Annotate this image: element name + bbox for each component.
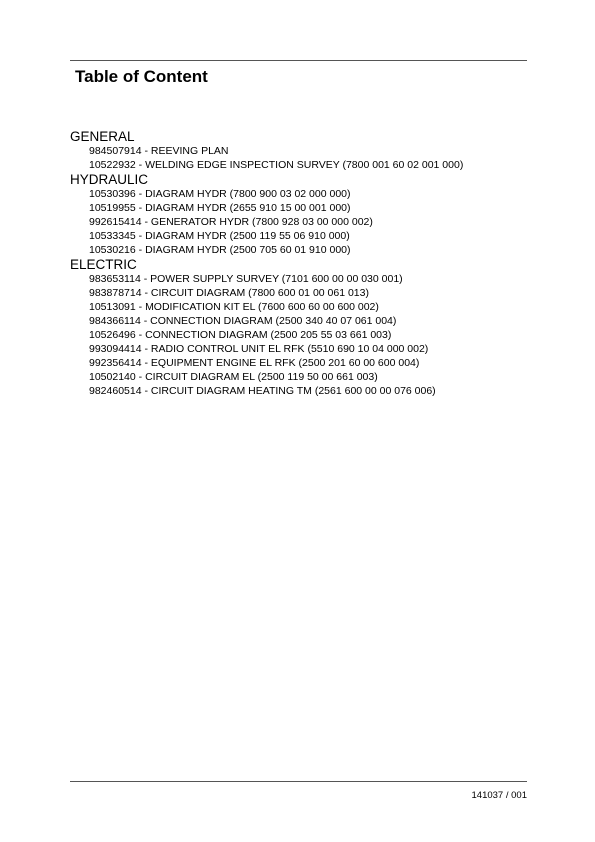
toc-section-hydraulic — [70, 172, 540, 257]
toc-item-title: DIAGRAM HYDR (7800 900 03 02 000 000) — [145, 188, 351, 200]
toc-item-code: 984507914 — [89, 145, 142, 157]
toc-item-separator: - — [135, 159, 146, 171]
toc-item-code: 983878714 — [89, 287, 142, 299]
toc-item-separator: - — [140, 315, 151, 327]
page-title: Table of Content — [75, 67, 208, 86]
toc-item-title: WELDING EDGE INSPECTION SURVEY (7800 001 60 02 001 000) — [145, 159, 464, 171]
toc-item[interactable] — [89, 328, 540, 342]
toc-item-title: CONNECTION DIAGRAM (2500 340 40 07 061 004) — [150, 315, 397, 327]
toc-item-separator: - — [141, 343, 151, 355]
toc-item[interactable] — [89, 272, 540, 286]
toc-item-separator: - — [135, 244, 146, 256]
toc-item-title: CONNECTION DIAGRAM (2500 205 55 03 661 003) — [145, 329, 392, 341]
section-heading: ELECTRIC — [70, 257, 137, 272]
toc-item-separator: - — [135, 230, 146, 242]
toc-item-code: 10502140 — [89, 371, 136, 383]
table-of-contents — [70, 129, 540, 398]
toc-item-title: POWER SUPPLY SURVEY (7101 600 00 00 030 001) — [150, 273, 403, 285]
toc-item[interactable] — [89, 300, 540, 314]
toc-section-electric — [70, 257, 540, 398]
toc-item-title: CIRCUIT DIAGRAM HEATING TM (2561 600 00 00 076 006) — [150, 385, 436, 397]
toc-item-separator: - — [135, 301, 146, 313]
toc-item-separator: - — [141, 216, 151, 228]
toc-item[interactable] — [89, 215, 540, 229]
toc-item-separator: - — [135, 188, 146, 200]
toc-item-code: 10522932 — [89, 159, 136, 171]
toc-item-code: 983653114 — [89, 273, 141, 285]
toc-item-code: 10513091 — [89, 301, 136, 313]
toc-item[interactable] — [89, 370, 540, 384]
toc-item-title: GENERATOR HYDR (7800 928 03 00 000 002) — [150, 216, 373, 228]
footer-document-number: 141037 / 001 — [471, 790, 527, 801]
toc-item[interactable] — [89, 144, 540, 158]
toc-item-separator: - — [141, 287, 151, 299]
toc-item-code: 10530216 — [89, 244, 136, 256]
toc-item[interactable] — [89, 187, 540, 201]
toc-item[interactable] — [89, 243, 540, 257]
toc-item[interactable] — [89, 286, 540, 300]
toc-item[interactable] — [89, 229, 540, 243]
toc-item[interactable] — [89, 201, 540, 215]
toc-item-code: 982460514 — [89, 385, 142, 397]
toc-item-title: DIAGRAM HYDR (2655 910 15 00 001 000) — [145, 202, 351, 214]
toc-item[interactable] — [89, 342, 540, 356]
toc-item-separator: - — [140, 273, 151, 285]
toc-item-code: 984366114 — [89, 315, 141, 327]
toc-item-code: 992356414 — [89, 357, 142, 369]
toc-item-code: 993094414 — [89, 343, 142, 355]
toc-item-code: 992615414 — [89, 216, 142, 228]
toc-item-title: REEVING PLAN — [150, 145, 229, 157]
toc-item-title: DIAGRAM HYDR (2500 119 55 06 910 000) — [145, 230, 350, 242]
footer-rule — [70, 781, 527, 782]
toc-item-code: 10519955 — [89, 202, 136, 214]
toc-item-title: DIAGRAM HYDR (2500 705 60 01 910 000) — [145, 244, 351, 256]
section-heading: GENERAL — [70, 129, 135, 144]
toc-item-separator: - — [135, 329, 146, 341]
section-heading: HYDRAULIC — [70, 172, 149, 187]
toc-item-separator: - — [135, 202, 146, 214]
toc-item-title: EQUIPMENT ENGINE EL RFK (2500 201 60 00 600 004) — [150, 357, 420, 369]
toc-item[interactable] — [89, 384, 540, 398]
toc-item-code: 10533345 — [89, 230, 136, 242]
toc-item[interactable] — [89, 314, 540, 328]
toc-item-code: 10530396 — [89, 188, 136, 200]
header-rule — [70, 60, 527, 61]
toc-item-code: 10526496 — [89, 329, 136, 341]
toc-item-separator: - — [141, 145, 151, 157]
toc-item-title: CIRCUIT DIAGRAM EL (2500 119 50 00 661 003) — [145, 371, 378, 383]
toc-item-separator: - — [141, 385, 151, 397]
toc-item-title: CIRCUIT DIAGRAM (7800 600 01 00 061 013) — [150, 287, 369, 299]
toc-item-title: MODIFICATION KIT EL (7600 600 60 00 600 002) — [145, 301, 379, 313]
toc-section-general — [70, 129, 540, 172]
toc-item-separator: - — [135, 371, 146, 383]
toc-item-separator: - — [141, 357, 151, 369]
toc-item[interactable] — [89, 356, 540, 370]
toc-item-title: RADIO CONTROL UNIT EL RFK (5510 690 10 04 000 002) — [150, 343, 429, 355]
toc-item[interactable] — [89, 158, 540, 172]
